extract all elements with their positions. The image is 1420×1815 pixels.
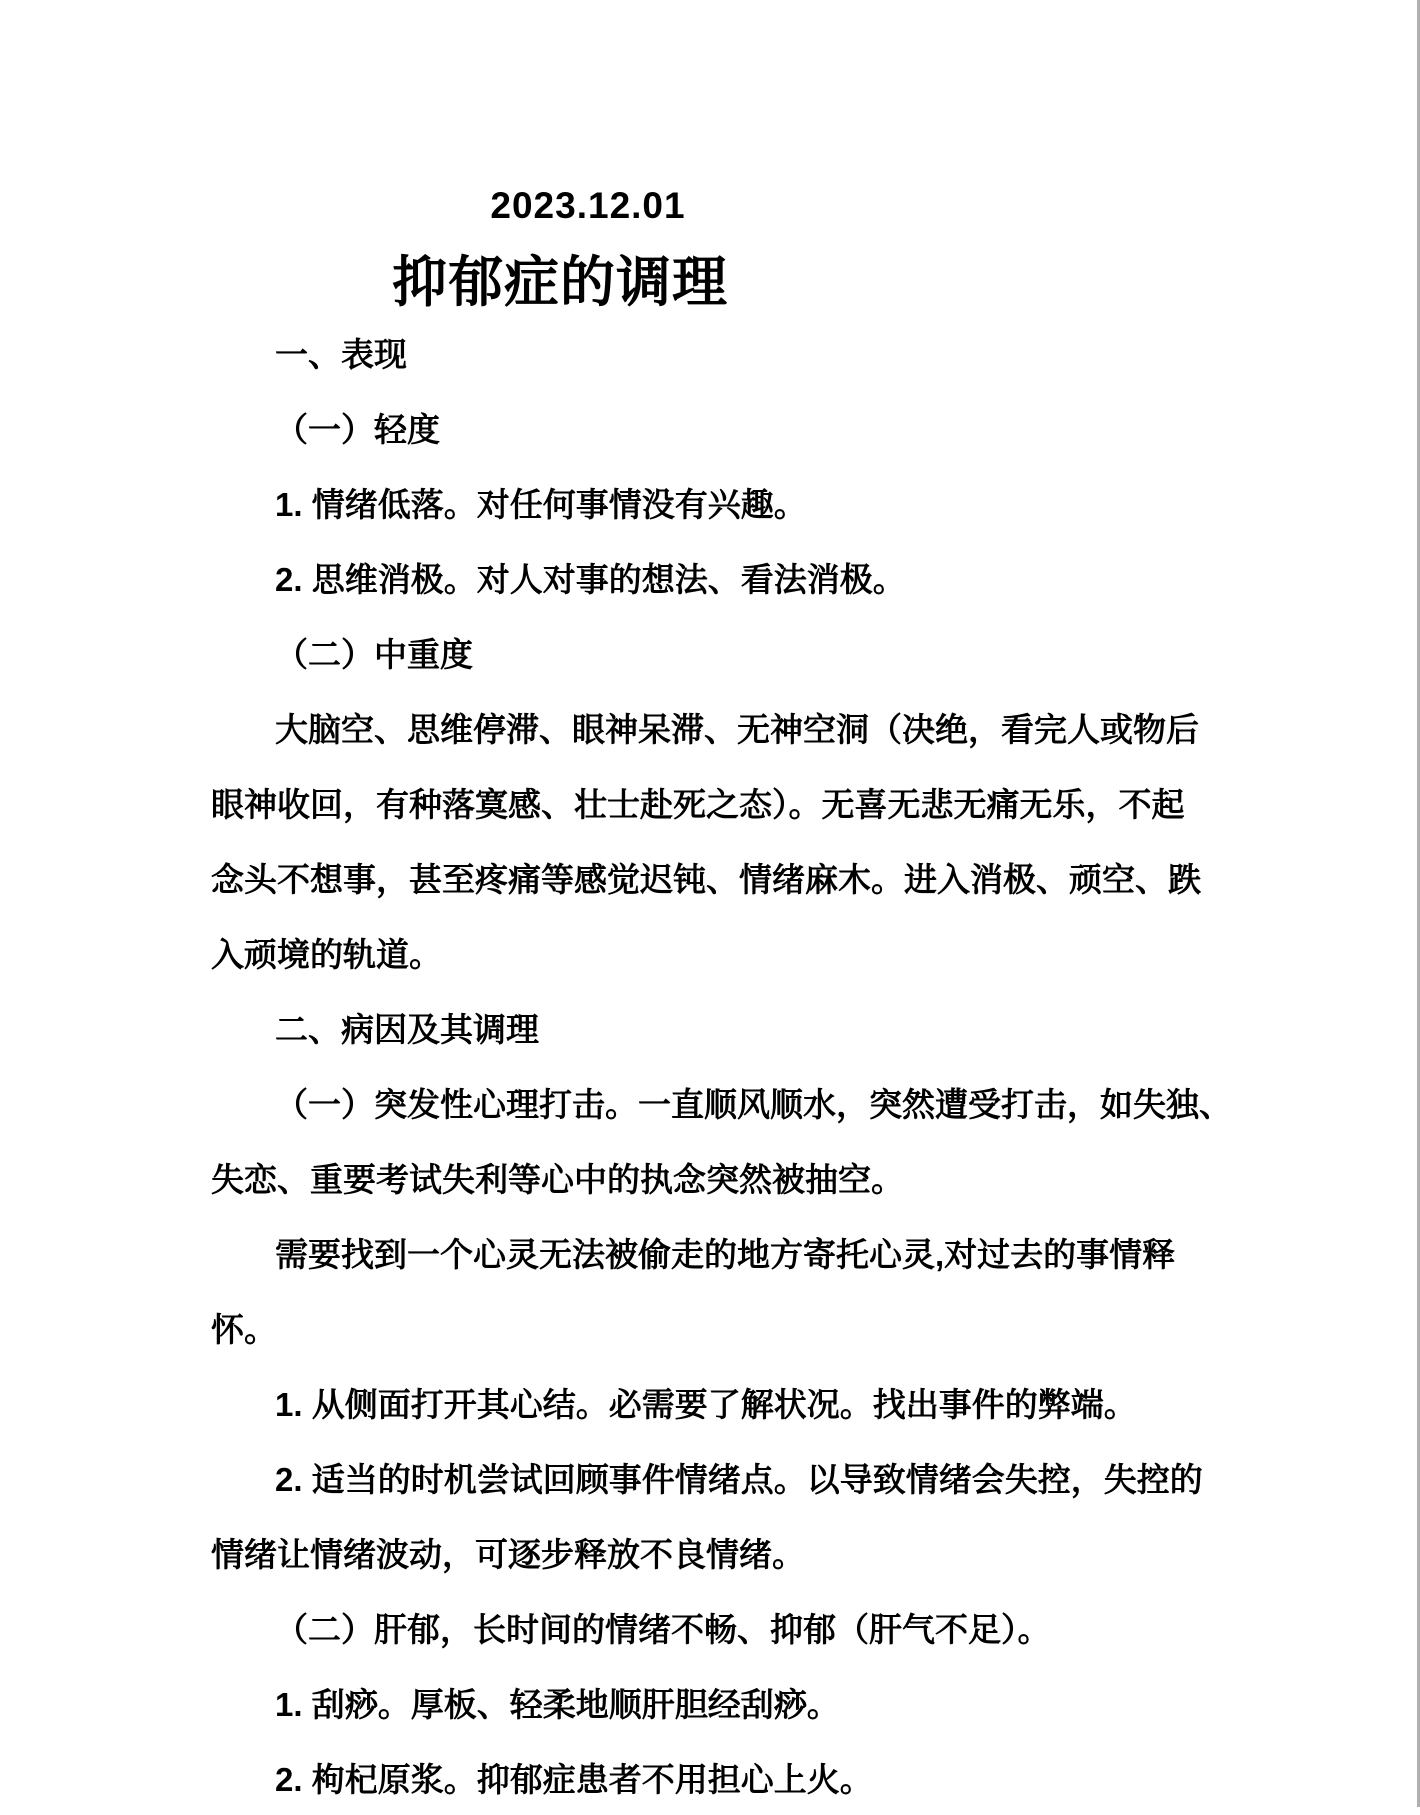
paragraph-severe-line-2: 眼神收回，有种落寞感、壮士赴死之态）。无喜无悲无痛无乐，不起 (211, 786, 1185, 823)
list-item-treatment-1: 1. 刮痧。厚板、轻柔地顺肝胆经刮痧。 (275, 1686, 840, 1723)
paragraph-severe-line-3: 念头不想事，甚至疼痛等感觉迟钝、情绪麻木。进入消极、顽空、跌 (211, 861, 1201, 898)
list-item-cause-1: 1. 从侧面打开其心结。必需要了解状况。找出事件的弊端。 (275, 1386, 1137, 1423)
document-body (211, 315, 1231, 1815)
subsection-1-1-heading: （一）轻度 (275, 411, 440, 448)
paragraph-severe-line-4: 入顽境的轨道。 (211, 936, 442, 973)
list-item-cause-2-line-1: 2. 适当的时机尝试回顾事件情绪点。以导致情绪会失控，失控的 (275, 1461, 1203, 1498)
document-title: 抑郁症的调理 (391, 251, 728, 313)
list-item-mild-1: 1. 情绪低落。对任何事情没有兴趣。 (275, 486, 807, 523)
subsection-2-2-heading: （二）肝郁，长时间的情绪不畅、抑郁（肝气不足）。 (275, 1611, 1051, 1648)
paragraph-severe-line-1: 大脑空、思维停滞、眼神呆滞、无神空洞（决绝，看完人或物后 (275, 711, 1199, 748)
paragraph-advice-line-1: 需要找到一个心灵无法被偷走的地方寄托心灵,对过去的事情释 (275, 1236, 1176, 1273)
section-2-heading: 二、病因及其调理 (275, 1011, 539, 1048)
paragraph-advice-line-2: 怀。 (211, 1311, 277, 1348)
subsection-2-1-line-2: 失恋、重要考试失利等心中的执念突然被抽空。 (211, 1161, 904, 1198)
subsection-1-2-heading: （二）中重度 (275, 636, 473, 673)
section-1-heading: 一、表现 (275, 336, 407, 373)
document-date: 2023.12.01 (490, 185, 686, 226)
list-item-mild-2: 2. 思维消极。对人对事的想法、看法消极。 (275, 561, 906, 598)
list-item-treatment-2: 2. 枸杞原浆。抑郁症患者不用担心上火。 (275, 1761, 873, 1798)
list-item-cause-2-line-2: 情绪让情绪波动，可逐步释放不良情绪。 (211, 1536, 805, 1573)
subsection-2-1-line-1: （一）突发性心理打击。一直顺风顺水，突然遭受打击，如失独、 (275, 1086, 1232, 1123)
